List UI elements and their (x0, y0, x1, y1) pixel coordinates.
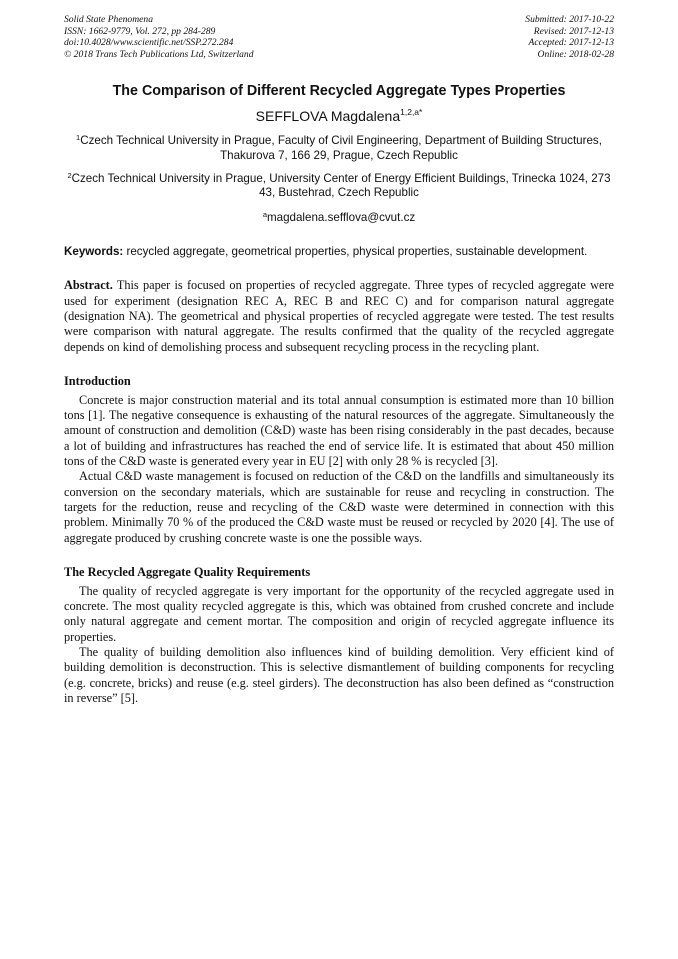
journal-header (64, 14, 614, 60)
date-submitted: Submitted: 2017-10-22 (525, 14, 614, 25)
submission-dates (525, 14, 614, 60)
journal-doi[interactable]: doi:10.4028/www.scientific.net/SSP.272.284 (64, 37, 234, 49)
keywords-text: recycled aggregate, geometrical properties, physical properties, sustainable development. (123, 244, 588, 258)
journal-info (64, 14, 254, 60)
keywords (64, 245, 614, 260)
email-address[interactable]: magdalena.sefflova@cvut.cz (266, 210, 416, 224)
paper-page (64, 14, 614, 706)
author-name: SEFFLOVA Magdalena (255, 108, 401, 125)
date-online: Online: 2018-02-28 (537, 48, 614, 60)
affiliation-2 (64, 169, 614, 201)
section-heading-quality-requirements: The Recycled Aggregate Quality Requirements (64, 564, 311, 579)
journal-name: Solid State Phenomena (64, 14, 153, 25)
affiliation-1-text: Czech Technical University in Prague, Faculty of Civil Engineering, Department of Building Structures, Thakurova 7, 166 29, Prague, Czech Republic (80, 134, 602, 162)
affiliation-2-sup: 2 (67, 170, 72, 180)
abstract-text: This paper is focused on properties of recycled aggregate. Three types of recycled aggregate were used for experiment (designation REC A, REC B and REC C) and for comparison natural aggregate (designation NA). The geometrical and physical properties of recycled aggregate were tested. The test results were comparison with natural aggregate. The results confirmed that the quality of the recycled aggregate depends on kind of demolishing process and subsequent recycling process in the recycling plant. (64, 278, 614, 354)
affiliation-1-sup: 1 (76, 133, 81, 143)
author (64, 103, 614, 125)
affiliation-2-text: Czech Technical University in Prague, University Center of Energy Efficient Buildings, Trinecka 1024, 273 43, Bustehrad, Czech Republic (71, 171, 611, 200)
affiliation-1 (64, 131, 614, 163)
abstract (64, 278, 614, 354)
paragraph: Actual C&D waste management is focused on reduction of the C&D on the landfills and simultaneously its conversion on the secondary materials, which are sustainable for reuse and recycling in construction. The targets for the reduction, reuse and recycling of the C&D waste were determined in connection with this problem. Minimally 70 % of the produced the C&D waste must be reused or recycled by 2020 [4]. The use of aggregate produced by crushing concrete waste is one the possible ways. (64, 469, 614, 545)
date-accepted: Accepted: 2017-12-13 (528, 37, 614, 49)
section-heading-introduction: Introduction (64, 373, 131, 388)
author-sup: 1,2,a* (400, 107, 423, 118)
paragraph: The quality of building demolition also influences kind of building demolition. Very efficient kind of building demolition is deconstruction. This is selective dismantlement of building components for recycling (e.g. concrete, bricks) and reuse (e.g. steel girders). The deconstruction has also been defined as “construction in reverse” [5]. (64, 645, 614, 705)
date-revised: Revised: 2017-12-13 (533, 25, 614, 37)
paragraph: Concrete is major construction material and its total annual consumption is estimated more than 10 billion tons [1]. The negative consequence is exhausting of the natural resources of the aggregate. Simultaneously the amount of construction and demolition (C&D) waste has been rising considerably in the past decades, because a lot of building and infrastructures has reached the end of service life. It is estimated that about 450 million tons of the C&D waste is generated every year in EU [2] with only 28 % is recycled [3]. (64, 392, 614, 469)
journal-copyright: © 2018 Trans Tech Publications Ltd, Switzerland (64, 48, 254, 60)
keywords-label: Keywords: (64, 244, 124, 258)
journal-issn: ISSN: 1662-9779, Vol. 272, pp 284-289 (64, 25, 216, 37)
paper-title: The Comparison of Different Recycled Aggregate Types Properties (112, 83, 566, 100)
abstract-label: Abstract. (64, 278, 113, 293)
email-sup: a (262, 209, 267, 219)
paragraph: The quality of recycled aggregate is very important for the opportunity of the recycled aggregate used in concrete. The most quality recycled aggregate is this, which was obtained from crushed concrete and include only natural aggregate and cement mortar. The composition and origin of recycled aggregate influence its properties. (64, 583, 614, 644)
author-email (64, 208, 614, 225)
